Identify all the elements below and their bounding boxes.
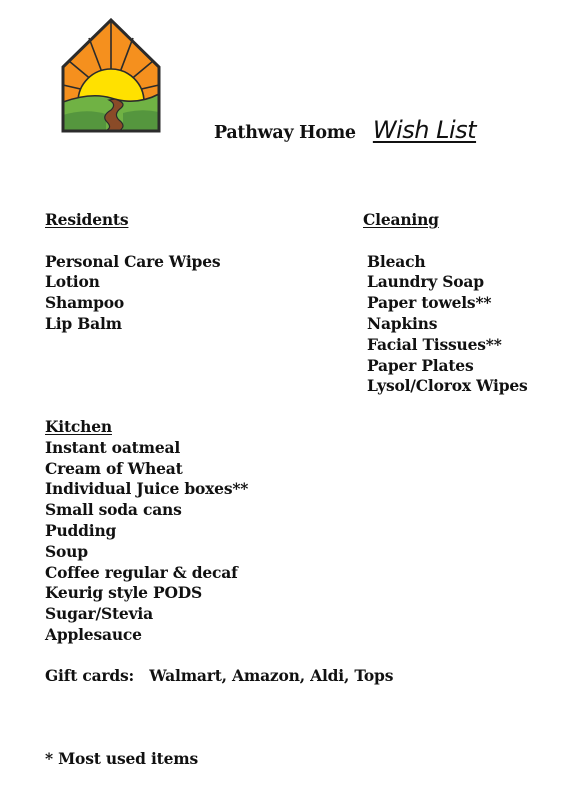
list-item: Small soda cans <box>45 500 182 520</box>
cleaning-section <box>363 210 528 397</box>
cleaning-heading: Cleaning <box>363 210 439 229</box>
list-item: Personal Care Wipes <box>45 251 221 271</box>
kitchen-section <box>45 417 248 646</box>
list-item: Instant oatmeal <box>45 437 181 457</box>
residents-heading: Residents <box>45 210 129 229</box>
list-item: Napkins <box>367 313 438 333</box>
list-item: Coffee regular & decaf <box>45 562 238 582</box>
page-title: Wish List <box>372 116 477 144</box>
list-item: Paper towels** <box>367 293 492 313</box>
list-item: Shampoo <box>45 293 125 313</box>
list-item: Soup <box>45 541 88 561</box>
gift-cards-line <box>45 666 393 685</box>
residents-section <box>45 210 220 335</box>
gift-cards-stores: Walmart, Amazon, Aldi, Tops <box>149 666 394 685</box>
cleaning-list <box>367 252 528 398</box>
list-item: Applesauce <box>45 624 142 644</box>
list-item: Facial Tissues** <box>367 334 502 354</box>
list-item: Sugar/Stevia <box>45 604 153 624</box>
list-item: Pudding <box>45 520 117 540</box>
list-item: Paper Plates <box>367 355 474 375</box>
list-item: Lysol/Clorox Wipes <box>367 376 528 396</box>
list-item: Bleach <box>367 251 426 271</box>
list-item: Keurig style PODS <box>45 583 202 603</box>
pathway-home-logo-icon <box>61 18 161 134</box>
page-header <box>214 116 476 144</box>
organization-name: Pathway Home <box>214 123 356 143</box>
list-item: Lip Balm <box>45 313 122 333</box>
list-item: Individual Juice boxes** <box>45 479 249 499</box>
gift-cards-label: Gift cards: <box>45 666 135 685</box>
list-item: Lotion <box>45 272 100 292</box>
footnote: * Most used items <box>45 749 199 768</box>
residents-list <box>45 252 220 335</box>
list-item: Laundry Soap <box>367 272 484 292</box>
list-item: Cream of Wheat <box>45 458 183 478</box>
kitchen-list <box>45 438 248 646</box>
kitchen-heading: Kitchen <box>45 417 112 436</box>
